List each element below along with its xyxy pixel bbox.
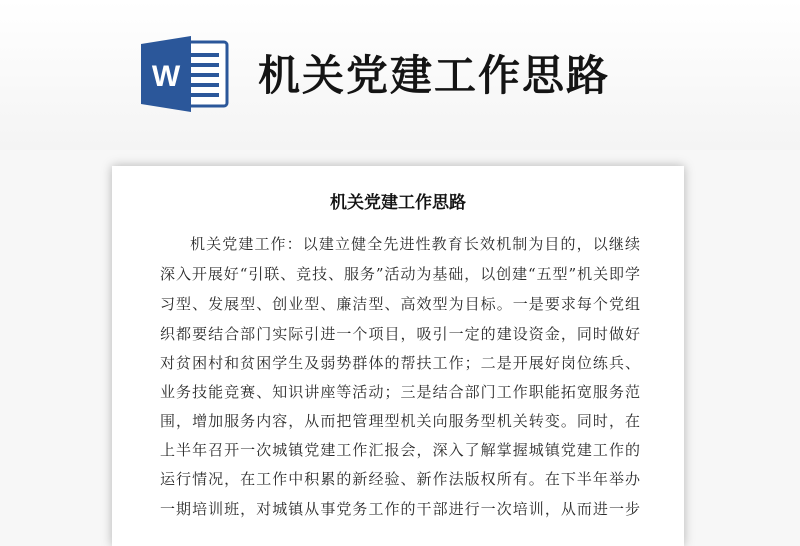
banner-title: 机关党建工作思路: [258, 51, 611, 100]
document-line: 围，增加服务内容，从而把管理型机关向服务型机关转变。同时，在: [160, 412, 640, 430]
document-line: 对贫困村和贫困学生及弱势群体的帮扶工作；二是开展好岗位练兵、: [160, 354, 640, 372]
document-line: 一期培训班，对城镇从事党务工作的干部进行一次培训，从而进一步: [160, 500, 640, 518]
document-line: 上半年召开一次城镇党建工作汇报会，深入了解掌握城镇党建工作的: [160, 441, 640, 459]
banner-header: [0, 0, 800, 150]
word-icon-letter: W: [151, 60, 181, 93]
document-line: 习型、发展型、创业型、廉洁型、高效型为目标。一是要求每个党组: [160, 295, 640, 313]
document-page: [112, 166, 684, 546]
document-line: 运行情况，在工作中积累的新经验、新作法版权所有。在下半年举办: [160, 470, 640, 488]
document-line: 深入开展好“引联、竞技、服务”活动为基础，以创建“五型”机关即学: [160, 265, 640, 283]
document-line: 机关党建工作：以建立健全先进性教育长效机制为目的，以继续: [190, 235, 640, 253]
document-title: 机关党建工作思路: [330, 193, 466, 213]
document-line: 业务技能竞赛、知识讲座等活动；三是结合部门工作职能拓宽服务范: [160, 383, 640, 401]
word-doc-icon: [141, 36, 231, 112]
document-line: 织都要结合部门实际引进一个项目，吸引一定的建设资金，同时做好: [160, 325, 640, 343]
